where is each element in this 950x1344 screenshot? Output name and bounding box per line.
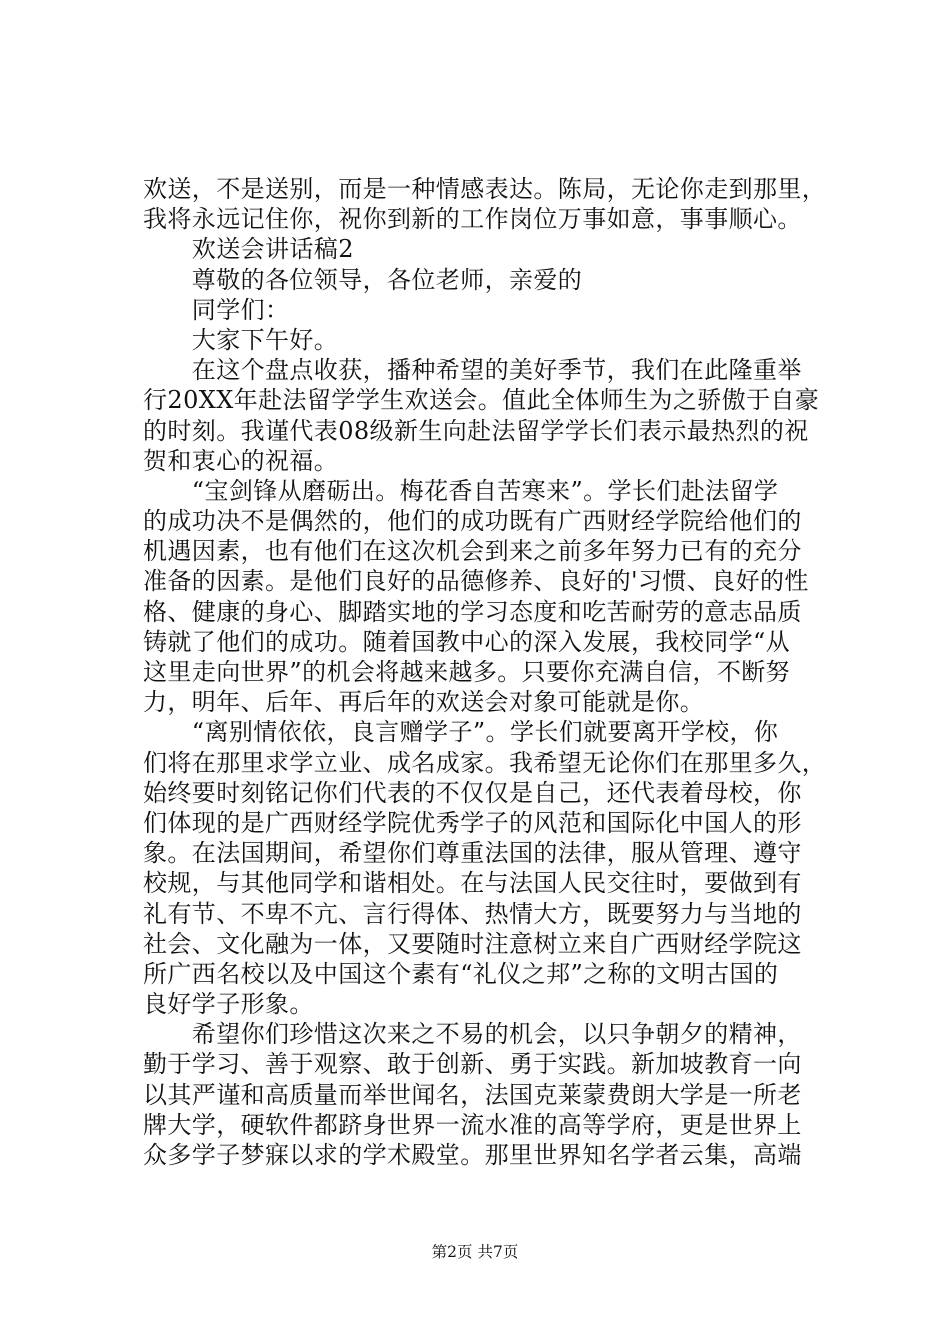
text-line: 们体现的是广西财经学院优秀学子的风范和国际化中国人的形 (143, 808, 802, 837)
text-line: 众多学子梦寐以求的学术殿堂。那里世界知名学者云集，高端 (143, 1141, 802, 1169)
text-line: 社会、文化融为一体，又要随时注意树立来自广西财经学院这 (143, 929, 802, 958)
text-line: “宝剑锋从磨砺出。梅花香自苦寒来”。学长们赴法留学 (143, 476, 779, 505)
text-line: 以其严谨和高质量而举世闻名，法国克莱蒙费朗大学是一所老 (143, 1080, 802, 1109)
text-line: 我将永远记住你，祝你到新的工作岗位万事如意，事事顺心。 (143, 205, 802, 234)
text-line: 的成功决不是偶然的，他们的成功既有广西财经学院给他们的 (143, 507, 802, 536)
text-line: 贺和衷心的祝福。 (143, 446, 339, 475)
page-number-footer: 第2页 共7页 (431, 1243, 519, 1261)
salutation-line: 尊敬的各位领导，各位老师，亲爱的 (143, 265, 583, 294)
text-line: 所广西名校以及中国这个素有“礼仪之邦”之称的文明古国的 (143, 959, 779, 988)
text-line: 的时刻。我谨代表08级新生向赴法留学学长们表示最热烈的祝 (143, 416, 809, 445)
text-line: 们将在那里求学立业、成名成家。我希望无论你们在那里多久， (143, 748, 827, 777)
text-line: 始终要时刻铭记你们代表的不仅仅是自己，还代表着母校，你 (143, 778, 802, 807)
document-body (143, 174, 827, 1170)
text-line: 校规，与其他同学和谐相处。在与法国人民交往时，要做到有 (143, 869, 802, 898)
section-heading: 欢送会讲话稿2 (143, 235, 354, 264)
text-line: 礼有节、不卑不亢、言行得体、热情大方，既要努力与当地的 (143, 899, 802, 928)
text-line: 行20XX年赴法留学学生欢送会。值此全体师生为之骄傲于自豪 (143, 386, 820, 415)
text-line: 准备的因素。是他们良好的品德修养、良好的'习惯、良好的性 (143, 567, 809, 596)
text-line: 力，明年、后年、再后年的欢送会对象可能就是你。 (143, 688, 705, 717)
text-line: 勤于学习、善于观察、敢于创新、勇于实践。新加坡教育一向 (143, 1050, 802, 1079)
text-line: 希望你们珍惜这次来之不易的机会，以只争朝夕的精神， (143, 1020, 802, 1049)
text-line: 格、健康的身心、脚踏实地的学习态度和吃苦耐劳的意志品质 (143, 597, 802, 626)
text-line: “离别情依依，良言赠学子”。学长们就要离开学校，你 (143, 718, 779, 747)
text-line: 机遇因素，也有他们在这次机会到来之前多年努力已有的充分 (143, 537, 802, 566)
salutation-line: 同学们： (143, 295, 290, 324)
text-line: 这里走向世界”的机会将越来越多。只要你充满自信，不断努 (143, 658, 791, 686)
text-line: 良好学子形象。 (143, 990, 314, 1019)
text-line: 在这个盘点收获，播种希望的美好季节，我们在此隆重举 (143, 356, 802, 385)
text-line: 牌大学，硬软件都跻身世界一流水准的高等学府，更是世界上 (143, 1110, 802, 1139)
text-line: 铸就了他们的成功。随着国教中心的深入发展，我校同学“从 (143, 627, 791, 656)
greeting-line: 大家下午好。 (143, 325, 339, 354)
text-line: 欢送，不是送别，而是一种情感表达。陈局，无论你走到那里， (143, 175, 827, 203)
text-line: 象。在法国期间，希望你们尊重法国的法律，服从管理、遵守 (143, 839, 802, 868)
